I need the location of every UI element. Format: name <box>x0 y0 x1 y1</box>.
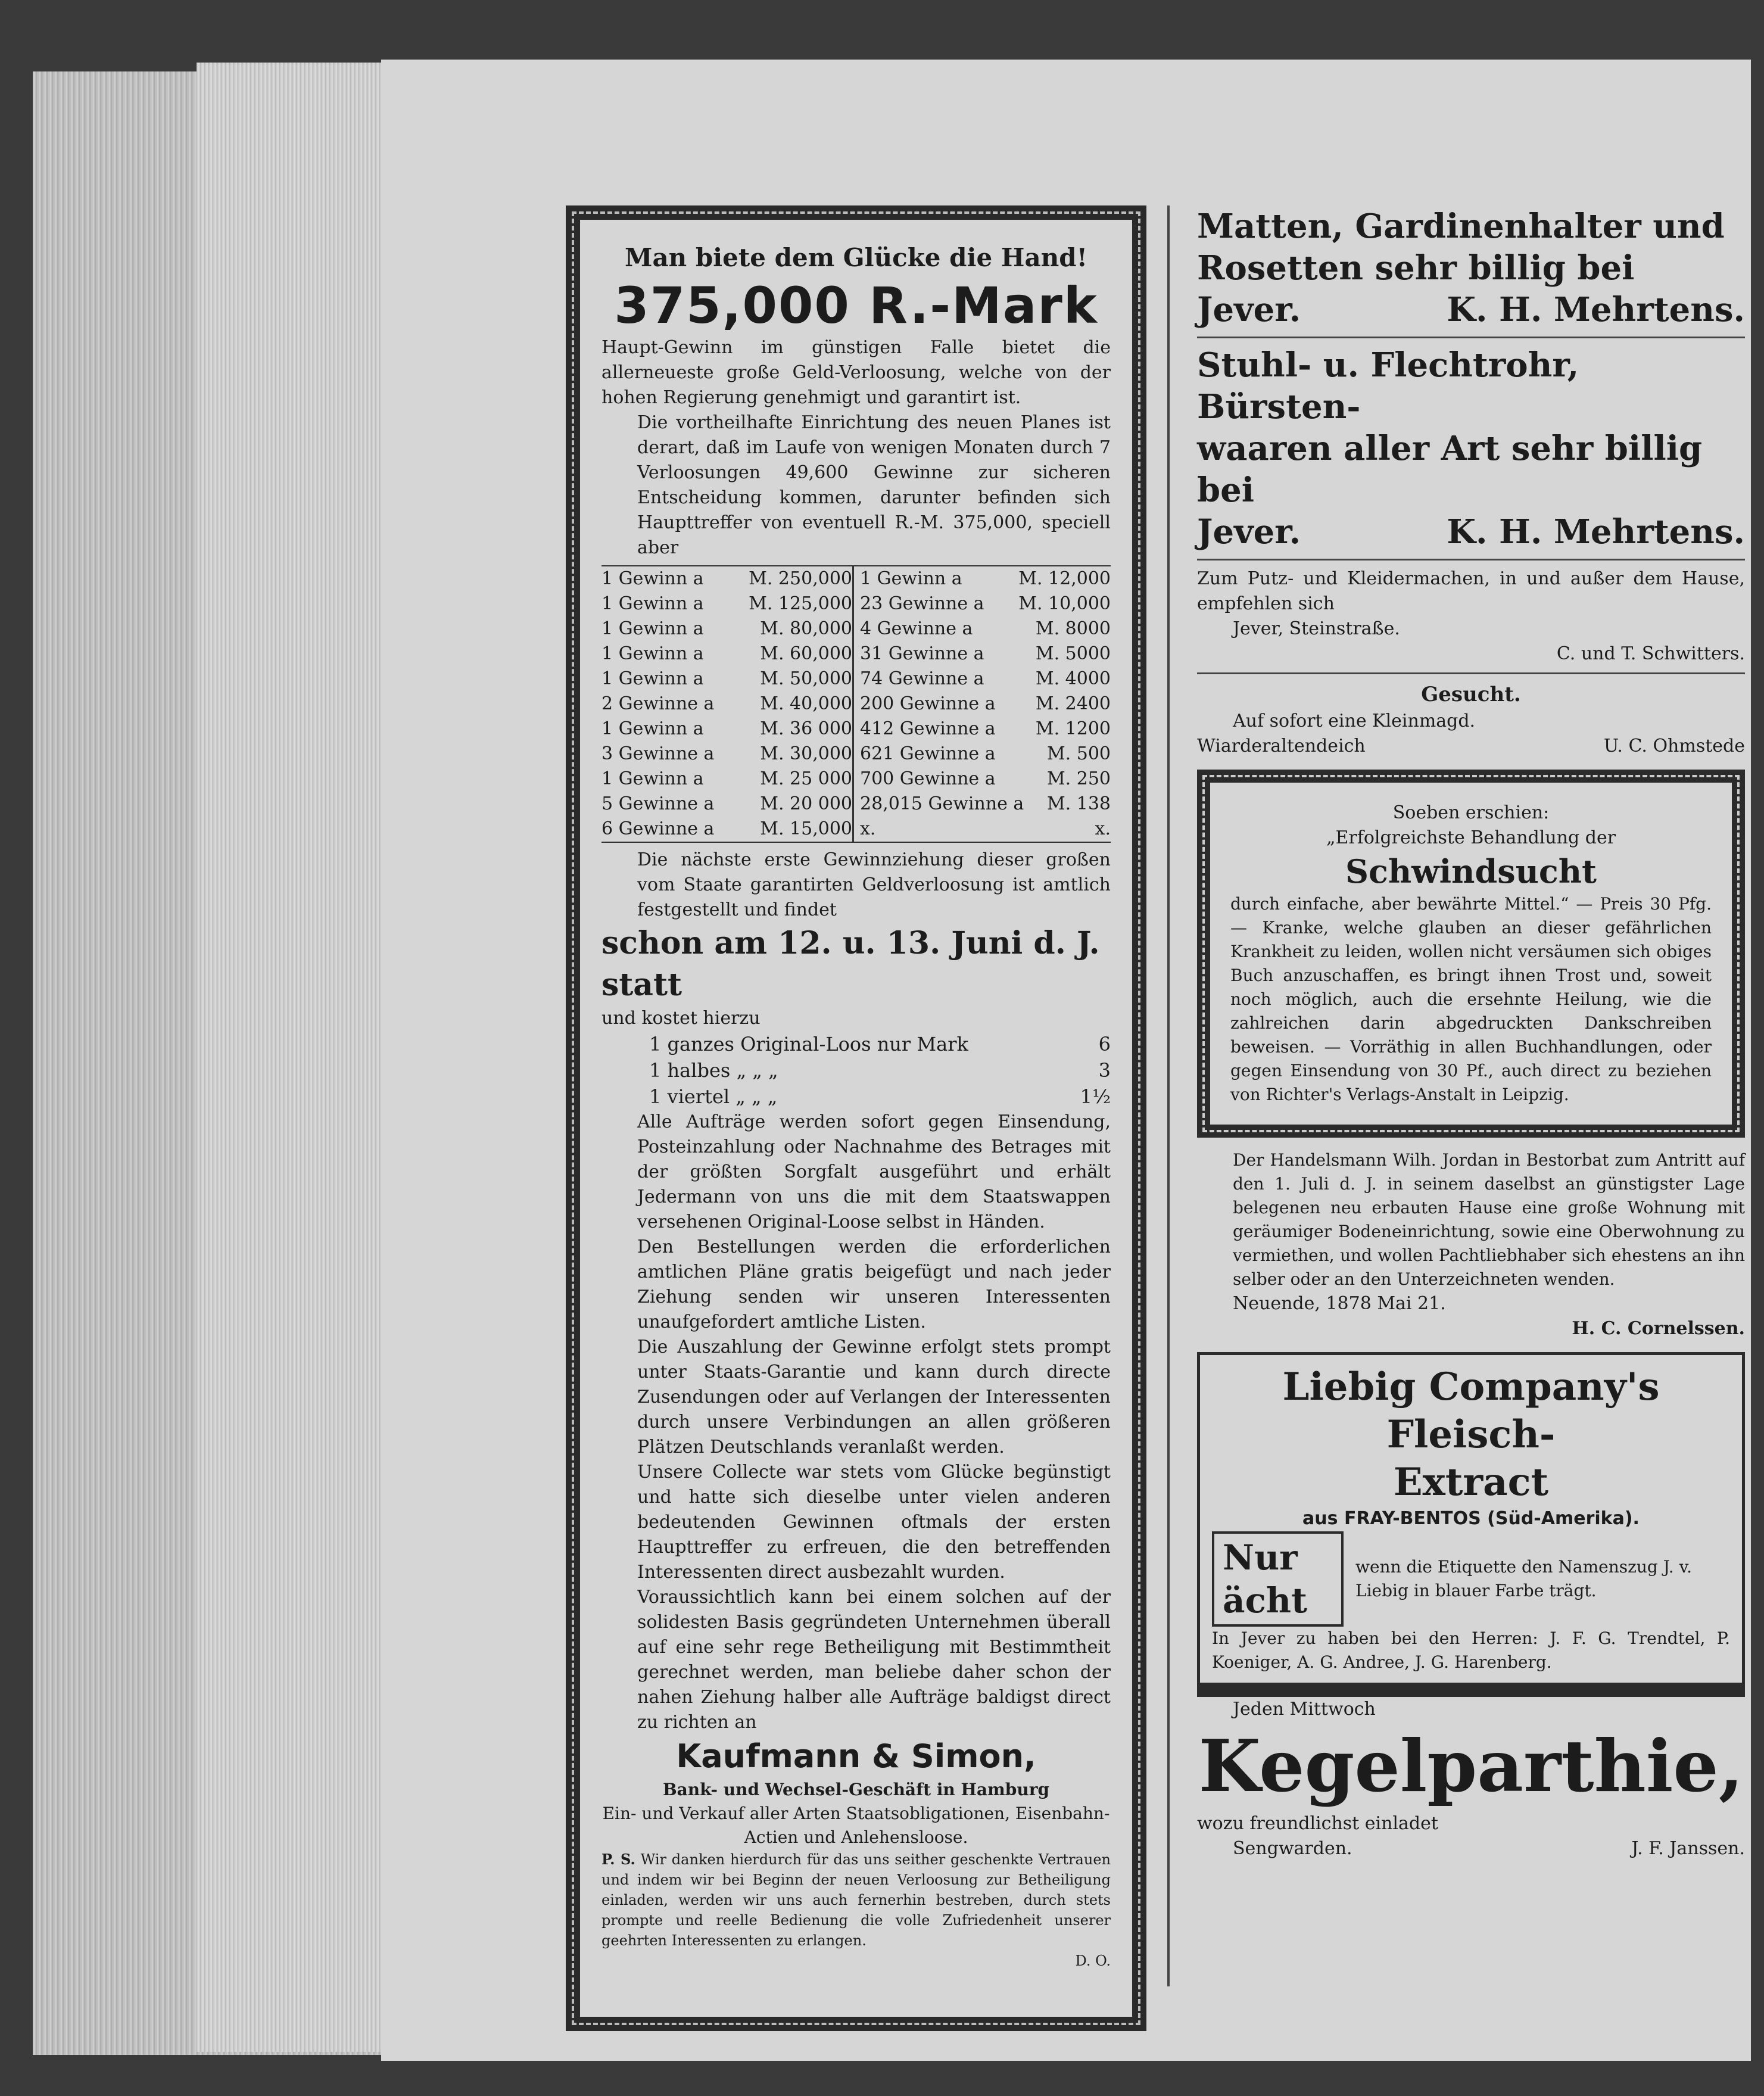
liebig-condition: wenn die Etiquette den Namenszug J. v. Liebig in blauer Farbe trägt. <box>1355 1557 1693 1600</box>
prize-row: 200 Gewinne a M. 2400 <box>860 693 1111 714</box>
ad-plan: Die vortheilhafte Einrichtung des neuen Planes ist derart, daß im Laufe von wenigen Monaten durch 7 Verloosungen 49,600 Gewinne zur sicheren Entscheidung kommen, darunter befinden sich Haupttreffer von eventuell R.-M. 375,000, speciell aber <box>637 412 1111 558</box>
liebig-origin: aus FRAY-BENTOS (Süd-Amerika). <box>1302 1508 1640 1529</box>
para-basis: Voraussichtlich kann bei einem solchen auf der solidesten Basis gegründeten Unternehmen überall auf eine sehr rege Betheiligung mit Bestimmtheit gerechnet werden, man beliebe daher schon der nahen Ziehung halber alle Aufträge baldigst direct zu richten an <box>637 1587 1111 1733</box>
rental-ad-date: Neuende, 1878 Mai 21. <box>1233 1293 1446 1314</box>
liebig-authenticity <box>1212 1531 1730 1627</box>
prize-table-right <box>852 566 1111 842</box>
mats-ad-signature <box>1197 289 1745 331</box>
prize-row: 1 Gewinn a M. 36 000 <box>601 718 852 739</box>
divider <box>1197 672 1745 674</box>
liebig-nur-aecht: Nur ächt <box>1212 1531 1344 1627</box>
prize-row: 23 Gewinne a M. 10,000 <box>860 593 1111 614</box>
book-page-edges-inner <box>197 63 402 2052</box>
prize-row: 1 Gewinn a M. 125,000 <box>601 593 852 614</box>
mats-ad-name: K. H. Mehrtens. <box>1447 290 1745 329</box>
book-title: Schwindsucht <box>1345 852 1597 890</box>
firm-line-2: Ein- und Verkauf aller Arten Staatsobligationen, Eisenbahn-Actien und Anlehensloose. <box>602 1804 1110 1847</box>
prize-row: 1 Gewinn a M. 50,000 <box>601 668 852 689</box>
wanted-ad-signature <box>1197 734 1745 759</box>
bowling-ad-title: Kegelparthie, <box>1198 1724 1744 1808</box>
book-advertisement <box>1197 770 1745 1138</box>
prize-row: 3 Gewinne a M. 30,000 <box>601 743 852 764</box>
column-divider <box>1167 205 1170 1986</box>
mats-ad-place: Jever. <box>1197 290 1301 329</box>
loos-row-half: 1 halbes „ „ „ 3 <box>649 1059 1111 1082</box>
postscript <box>601 1849 1111 1951</box>
prize-amount: 375,000 R.-Mark <box>614 276 1098 335</box>
loos-row-quarter: 1 viertel „ „ „ 1½ <box>649 1085 1111 1108</box>
firm-line-1: Bank- und Wechsel-Geschäft in Hamburg <box>662 1780 1050 1799</box>
prize-row: 31 Gewinne a M. 5000 <box>860 643 1111 664</box>
prize-row: 1 Gewinn a M. 12,000 <box>860 568 1111 589</box>
prize-table-left <box>601 566 852 842</box>
book-subtitle: „Erfolgreichste Behandlung der <box>1326 827 1616 848</box>
rental-ad-signature: H. C. Cornelssen. <box>1572 1318 1745 1339</box>
bowling-ad-signature <box>1197 1836 1745 1861</box>
prize-table <box>601 565 1111 843</box>
wanted-ad-name: U. C. Ohmstede <box>1603 736 1745 756</box>
right-column <box>1197 205 1745 2031</box>
book-intro: Soeben erschien: <box>1392 802 1550 823</box>
bowling-ad-intro: Jeden Mittwoch <box>1233 1699 1376 1720</box>
dressmaking-ad-text: Zum Putz- und Kleidermachen, in und außer dem Hause, empfehlen sich <box>1197 568 1745 614</box>
wanted-ad-text: Auf sofort eine Kleinmagd. <box>1233 711 1476 731</box>
rattan-ad-line-1: Stuhl- u. Flechtrohr, Bürsten- <box>1197 345 1579 426</box>
para-payout: Die Auszahlung der Gewinne erfolgt stets prompt unter Staats-Garantie und kann durch directe Zusendungen oder auf Verlangen der Interessenten durch unsere Verbindungen an allen größeren Plätzen Deutschlands veranlaßt werden. <box>637 1337 1111 1457</box>
liebig-sellers: In Jever zu haben bei den Herren: J. F. G. Trendtel, P. Koeniger, A. G. Andree, J. G. Harenberg. <box>1212 1628 1730 1672</box>
lottery-advertisement <box>566 205 1146 2031</box>
rattan-ad-line-2: waaren aller Art sehr billig bei <box>1197 429 1703 510</box>
divider <box>1197 559 1745 560</box>
ps-text: Wir danken hierdurch für das uns seither geschenkte Vertrauen und indem wir bei Beginn der neuen Verloosung zur Betheiligung einladen, werden wir uns auch fernerhin bestreben, durch stets prompte und reelle Bedienung die volle Zufriedenheit unserer geehrten Interessenten zu erlangen. <box>601 1851 1111 1949</box>
prize-row: 1 Gewinn a M. 25 000 <box>601 768 852 789</box>
prize-row: 621 Gewinne a M. 500 <box>860 743 1111 764</box>
ps-signature: D. O. <box>1075 1952 1111 1969</box>
firm-name: Kaufmann & Simon, <box>676 1737 1036 1775</box>
wanted-ad-title: Gesucht. <box>1421 683 1521 706</box>
wanted-ad-place: Wiarderaltendeich <box>1197 736 1366 756</box>
mats-ad-line-2: Rosetten sehr billig bei <box>1197 248 1635 288</box>
prize-row: 1 Gewinn a M. 250,000 <box>601 568 852 589</box>
bowling-ad-place: Sengwarden. <box>1233 1838 1352 1859</box>
dressmaking-ad-signature: C. und T. Schwitters. <box>1556 643 1745 664</box>
prize-row: 700 Gewinne a M. 250 <box>860 768 1111 789</box>
rattan-ad-name: K. H. Mehrtens. <box>1447 512 1745 552</box>
prize-row: 1 Gewinn a M. 80,000 <box>601 618 852 639</box>
prize-row: 6 Gewinne a M. 15,000 <box>601 818 852 839</box>
loos-row-whole: 1 ganzes Original-Loos nur Mark 6 <box>649 1033 1111 1055</box>
next-draw-text: Die nächste erste Gewinnziehung dieser großen vom Staate garantirten Geldverloosung ist amtlich festgestellt und findet <box>637 849 1111 920</box>
ad-intro: Haupt-Gewinn im günstigen Falle bietet die allerneueste große Geld-Verloosung, welche von der hohen Regierung genehmigt und garantirt ist. <box>601 337 1111 408</box>
prize-row: x. x. <box>860 818 1111 839</box>
liebig-advertisement <box>1197 1352 1745 1697</box>
rattan-ad-signature <box>1197 511 1745 553</box>
para-orders: Alle Aufträge werden sofort gegen Einsendung, Posteinzahlung oder Nachnahme des Betrages mit der größten Sorgfalt ausgeführt und erhält Jedermann von uns die mit dem Staatswappen versehenen Original-Loose selbst in Händen. <box>637 1111 1111 1232</box>
bowling-ad-text: wozu freundlichst einladet <box>1197 1813 1438 1834</box>
rental-ad-text: Der Handelsmann Wilh. Jordan in Bestorbat zum Antritt auf den 1. Juli d. J. in seinem daselbst an günstigster Lage belegenen neu erbauten Hause eine große Wohnung mit geräumiger Bodeneinrichtung, sowie eine Oberwohnung zu vermiethen, und wollen Pachtliebhaber sich ehestens an ihn selber oder an den Unterzeichneten wenden. <box>1233 1150 1745 1289</box>
prize-row: 4 Gewinne a M. 8000 <box>860 618 1111 639</box>
prize-row: 412 Gewinne a M. 1200 <box>860 718 1111 739</box>
para-plans: Den Bestellungen werden die erforderlichen amtlichen Pläne gratis beigefügt und nach jeder Ziehung senden wir unseren Interessenten unaufgefordert amtliche Listen. <box>637 1237 1111 1332</box>
book-text: durch einfache, aber bewährte Mittel.“ — Preis 30 Pfg. — Kranke, welche glauben an dieser gefährlichen Krankheit zu leiden, wollen nicht versäumen sich obiges Buch anzuschaffen, es bringt ihnen Trost und, soweit noch möglich, auch die ersehnte Heilung, wie die zahlreichen darin abgedruckten Dankschreiben beweisen. — Vorräthig in allen Buchhandlungen, oder gegen Einsendung von 30 Pf., auch direct zu beziehen von Richter's Verlags-Anstalt in Leipzig. <box>1230 894 1712 1104</box>
draw-date: schon am 12. u. 13. Juni d. J. statt <box>601 925 1100 1003</box>
mats-ad-line-1: Matten, Gardinenhalter und <box>1197 207 1725 246</box>
bowling-ad-name: J. F. Janssen. <box>1631 1838 1745 1859</box>
liebig-title-line-2: Extract <box>1393 1460 1549 1505</box>
prize-row: 74 Gewinne a M. 4000 <box>860 668 1111 689</box>
dressmaking-ad-place: Jever, Steinstraße. <box>1233 618 1400 639</box>
rattan-ad-place: Jever. <box>1197 512 1301 552</box>
prize-row: 5 Gewinne a M. 20 000 <box>601 793 852 814</box>
prize-row: 28,015 Gewinne a M. 138 <box>860 793 1111 814</box>
liebig-title-line-1: Liebig Company's Fleisch- <box>1282 1365 1660 1457</box>
cost-intro: und kostet hierzu <box>601 1008 761 1029</box>
ps-label: P. S. <box>601 1851 635 1868</box>
prize-row: 2 Gewinne a M. 40,000 <box>601 693 852 714</box>
ad-headline: Man biete dem Glücke die Hand! <box>624 243 1088 272</box>
prize-row: 1 Gewinn a M. 60,000 <box>601 643 852 664</box>
divider <box>1197 337 1745 338</box>
para-luck: Unsere Collecte war stets vom Glücke begünstigt und hatte sich dieselbe unter vielen anderen bedeutenden Gewinnen oftmals der ersten Haupttreffer zu erfreuen, die den betreffenden Interessenten direct ausbezahlt wurden. <box>637 1462 1111 1583</box>
